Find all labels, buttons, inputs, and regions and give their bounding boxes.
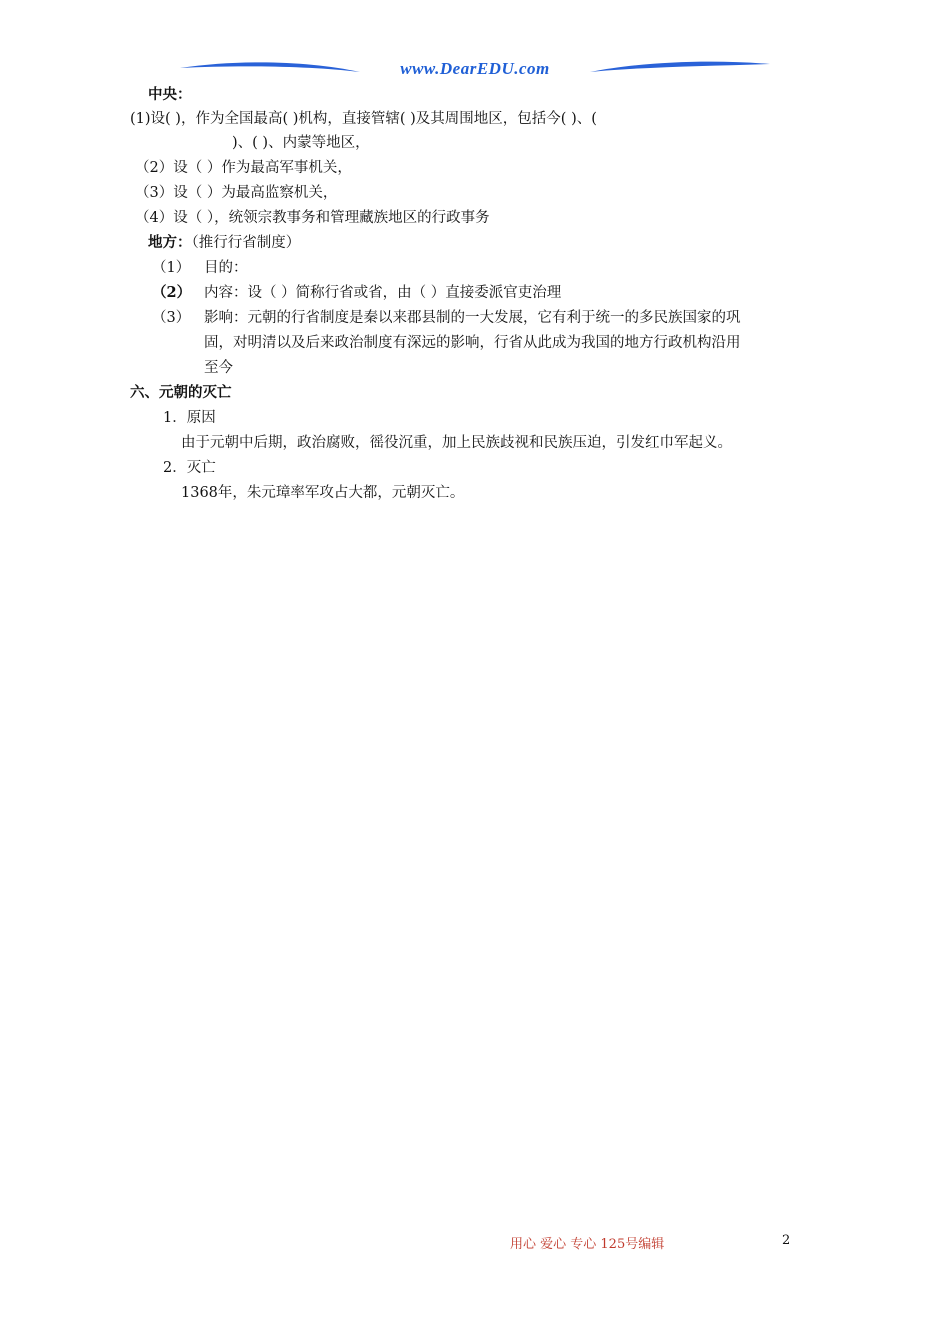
local-item-1-num: （1） <box>152 260 191 276</box>
local-item-3-line-1: 影响：元朝的行省制度是秦以来郡县制的一大发展，它有利于统一的多民族国家的巩 <box>204 310 741 326</box>
site-header <box>180 56 770 82</box>
local-heading-note: （推行行省制度） <box>191 235 301 251</box>
page-number: 2 <box>782 1233 791 1248</box>
section-6-sub-2: 2．灭亡 <box>163 460 216 476</box>
section-6-sub-1-text: 由于元朝中后期，政治腐败，徭役沉重，加上民族歧视和民族压迫，引发红巾军起义。 <box>181 435 732 451</box>
local-heading: 地方： <box>148 234 192 251</box>
section-6-title: 六、元朝的灭亡 <box>130 384 232 401</box>
center-item-3: （3）设（ ）为最高监察机关， <box>135 185 338 201</box>
local-item-2-text: 内容：设（ ）简称行省或省，由（ ）直接委派官吏治理 <box>204 285 562 301</box>
section-6-sub-1: 1．原因 <box>163 410 216 426</box>
local-item-3-line-3: 至今 <box>204 360 233 376</box>
center-item-1-line-2: )、( )、内蒙等地区， <box>232 135 370 151</box>
local-item-1-text: 目的： <box>204 260 248 276</box>
center-item-1-line-1: (1)设( )，作为全国最高( )机构，直接管辖( )及其周围地区，包括今( )、( <box>130 111 597 127</box>
section-6-sub-2-text: 1368年，朱元璋率军攻占大都，元朝灭亡。 <box>181 485 465 501</box>
center-heading: 中央： <box>148 86 192 103</box>
local-item-3-num: （3） <box>152 310 191 326</box>
site-url[interactable]: www.DearEDU.com <box>400 59 550 78</box>
local-heading-row <box>148 234 300 252</box>
footer-text: 用心 爱心 专心 125号编辑 <box>510 1237 665 1252</box>
center-item-4: （4）设（ ），统领宗教事务和管理藏族地区的行政事务 <box>135 210 490 226</box>
local-item-3-line-2: 固，对明清以及后来政治制度有深远的影响，行省从此成为我国的地方行政机构沿用 <box>204 335 741 351</box>
center-item-2: （2）设（ ）作为最高军事机关， <box>135 160 352 176</box>
local-item-2-num: （2） <box>152 284 192 301</box>
